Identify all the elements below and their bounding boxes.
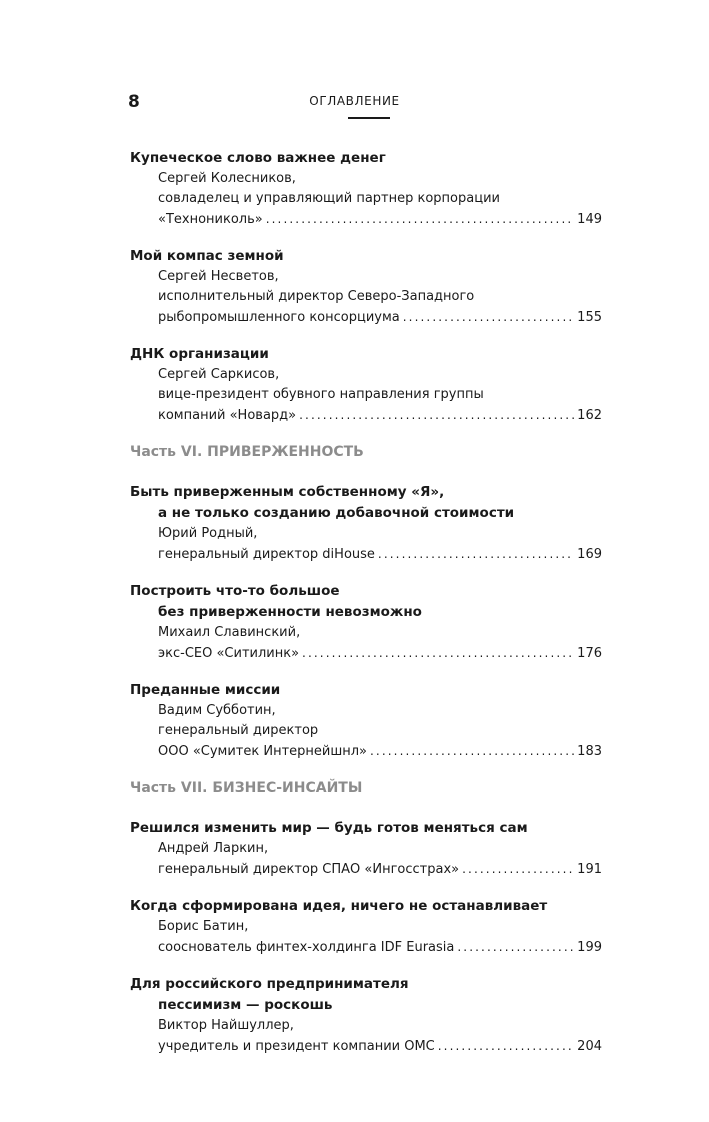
dot-leader [457, 937, 574, 957]
dot-leader [302, 643, 574, 663]
entry-page-line [130, 209, 602, 230]
dot-leader [462, 859, 574, 879]
entry-page-line [130, 405, 602, 426]
entry-position-end: экс-CEO «Ситилинк» [158, 646, 300, 661]
entry-page-line [130, 937, 602, 958]
dot-leader [438, 1036, 574, 1056]
toc-entry [130, 344, 602, 426]
entry-position-end: генеральный директор СПАО «Ингосстрах» [158, 862, 460, 877]
entry-title: Когда сформирована идея, ничего не останавливает [130, 898, 548, 914]
entry-page-line [130, 643, 602, 664]
toc-entry [130, 246, 602, 328]
entry-title: Быть приверженным собственному «Я», [130, 484, 445, 500]
dot-leader [403, 307, 574, 327]
entry-position: вице-президент обувного направления группы [158, 387, 484, 402]
entry-title: Мой компас земной [130, 248, 284, 264]
page-ref[interactable]: 204 [577, 1039, 602, 1054]
page-number: 8 [128, 92, 140, 112]
entry-page-line [130, 544, 602, 565]
part-heading: Часть VI. ПРИВЕРЖЕННОСТЬ [130, 444, 364, 460]
entry-position-end: рыбопромышленного консорциума [158, 310, 400, 325]
toc-entry [130, 680, 602, 762]
dot-leader [370, 741, 574, 761]
entry-page-line [130, 741, 602, 762]
entry-position: совладелец и управляющий партнер корпорации [158, 191, 500, 206]
toc-entry [130, 974, 602, 1057]
page-ref[interactable]: 169 [577, 547, 602, 562]
page-ref[interactable]: 191 [577, 862, 602, 877]
page-ref[interactable]: 199 [577, 940, 602, 955]
entry-page-line [130, 859, 602, 880]
entry-position-end: компаний «Новард» [158, 408, 297, 423]
page-ref[interactable]: 155 [577, 310, 602, 325]
entry-author: Михаил Славинский, [158, 625, 301, 640]
page-ref[interactable]: 183 [577, 744, 602, 759]
entry-author: Сергей Колесников, [158, 171, 296, 186]
entry-author: Юрий Родный, [158, 526, 258, 541]
entry-title: Преданные миссии [130, 682, 281, 698]
table-of-contents [130, 148, 602, 1073]
toc-entry [130, 148, 602, 230]
entry-title: ДНК организации [130, 346, 269, 362]
entry-title: Построить что-то большое [130, 583, 340, 599]
entry-page-line [130, 307, 602, 328]
toc-entry [130, 896, 602, 958]
dot-leader [266, 209, 574, 229]
entry-title-continued: пессимизм — роскошь [158, 997, 333, 1013]
entry-author: Сергей Несветов, [158, 269, 279, 284]
toc-entry [130, 818, 602, 880]
entry-position-end: ООО «Сумитек Интернейшнл» [158, 744, 368, 759]
entry-title: Решился изменить мир — будь готов меняться сам [130, 820, 528, 836]
page-ref[interactable]: 162 [577, 408, 602, 423]
entry-position: исполнительный директор Северо-Западного [158, 289, 475, 304]
entry-title-continued: а не только созданию добавочной стоимости [158, 505, 515, 521]
toc-entry [130, 581, 602, 664]
dot-leader [299, 405, 574, 425]
running-head-rule [348, 117, 390, 119]
entry-position-end: «Технониколь» [158, 212, 263, 227]
dot-leader [378, 544, 574, 564]
entry-author: Вадим Субботин, [158, 703, 276, 718]
entry-author: Сергей Саркисов, [158, 367, 280, 382]
page-ref[interactable]: 176 [577, 646, 602, 661]
toc-entry [130, 482, 602, 565]
entry-title: Для российского предпринимателя [130, 976, 409, 992]
entry-page-line [130, 1036, 602, 1057]
entry-title-continued: без приверженности невозможно [158, 604, 422, 620]
part-heading: Часть VII. БИЗНЕС-ИНСАЙТЫ [130, 780, 363, 796]
entry-author: Виктор Найшуллер, [158, 1018, 294, 1033]
page-ref[interactable]: 149 [577, 212, 602, 227]
entry-position-end: генеральный директор diHouse [158, 547, 375, 562]
entry-author: Борис Батин, [158, 919, 249, 934]
entry-position-end: сооснователь финтех-холдинга IDF Eurasia [158, 940, 455, 955]
entry-title: Купеческое слово важнее денег [130, 150, 386, 166]
entry-position-end: учредитель и президент компании ОМС [158, 1039, 435, 1054]
running-head: ОГЛАВЛЕНИЕ [309, 94, 400, 108]
entry-author: Андрей Ларкин, [158, 841, 269, 856]
entry-position: генеральный директор [158, 723, 319, 738]
